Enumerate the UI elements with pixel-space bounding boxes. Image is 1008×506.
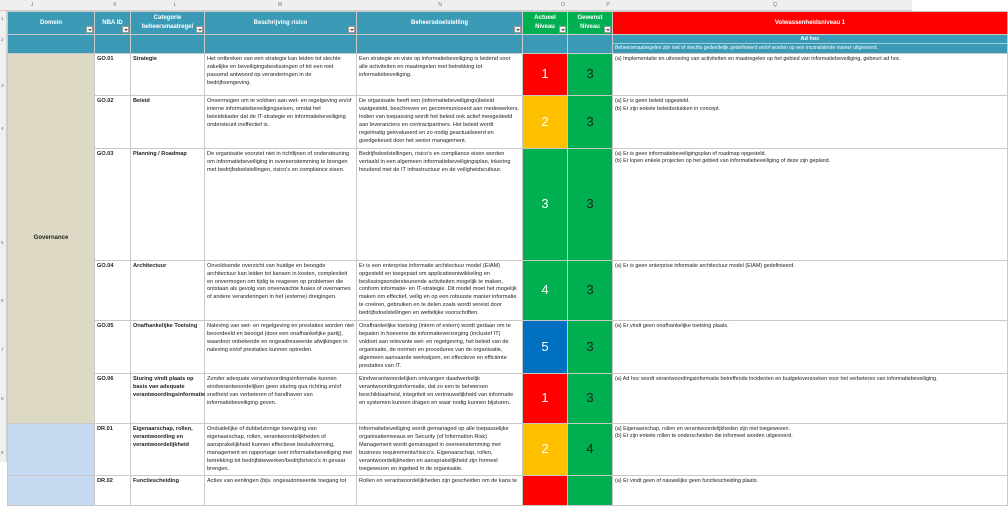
nba-id-cell[interactable] bbox=[95, 260, 131, 321]
table-row bbox=[8, 476, 1008, 506]
maturity-line: (a) Er vindt geen of nauwelijks geen functiescheiding plaats. bbox=[615, 478, 759, 485]
objective-cell[interactable] bbox=[357, 96, 523, 149]
category-cell[interactable] bbox=[131, 96, 205, 149]
maturity-line: (b) Er zijn enkele beleidsstukken in concept. bbox=[615, 105, 721, 112]
category-text: Strategie bbox=[133, 56, 157, 62]
desired-level-value: 3 bbox=[586, 390, 594, 406]
maturity-line: (a) Er vindt geen onafhankelijke toetsing plaats. bbox=[615, 323, 729, 330]
current-level-cell[interactable] bbox=[523, 476, 568, 506]
description-text: Acties van eenlingen (bijv. ongeautoriseerde toegang tot bbox=[207, 478, 347, 485]
description-text: Naleving van wet- en regelgeving en prestaties worden niet beoordeeld en beoogd (door een onafhankelijke partij), waardoor onbekende en ongeadresseerde afwijkingen in naleving en/of prestaties kunnen optreden. bbox=[207, 323, 354, 353]
category-text: Beleid bbox=[133, 98, 150, 104]
objective-cell[interactable] bbox=[357, 54, 523, 96]
column-letter[interactable]: M bbox=[277, 2, 283, 8]
header-desired-label: Gewenst Niveau bbox=[577, 15, 603, 30]
desired-level-value: 3 bbox=[586, 195, 594, 211]
maturity-cell[interactable] bbox=[613, 321, 1008, 374]
description-cell[interactable] bbox=[205, 260, 357, 321]
description-text: Onvermogen om te voldoen aan wet- en regelgeving en/of interne informatiebeveiligingseisen, omdat het beleidskader dat de IT-strategie en informatiebeveiliging ondersteunt ineffectief is. bbox=[207, 98, 352, 128]
desired-level-cell[interactable] bbox=[568, 423, 613, 476]
row-number[interactable]: 6 bbox=[1, 299, 4, 304]
row-number[interactable]: 4 bbox=[1, 127, 4, 132]
row-number[interactable]: 5 bbox=[1, 241, 4, 246]
row-number[interactable]: 8 bbox=[1, 397, 4, 402]
header-category-label: Categorie beheersmaatregel bbox=[141, 15, 194, 30]
row-number[interactable]: 2 bbox=[1, 38, 4, 43]
nba-id-cell[interactable] bbox=[95, 54, 131, 96]
maturity-line: (b) Er lopen enkele projecten op het gebied van informatiebeveiliging of deze zijn gepland. bbox=[615, 158, 831, 165]
filter-dropdown-icon[interactable] bbox=[514, 26, 521, 33]
description-text: Het ontbreken van een strategie kan leiden tot slechte zakelijke en beveiligingsbeslissingen of tot een niet passend antwoord op veranderingen in de bedrijfsomgeving. bbox=[207, 56, 341, 86]
subheader-cell[interactable] bbox=[523, 35, 568, 54]
current-level-cell[interactable] bbox=[523, 54, 568, 96]
category-text: Architectuur bbox=[133, 262, 167, 269]
subheader-cell[interactable] bbox=[8, 35, 95, 54]
current-level-cell[interactable] bbox=[523, 423, 568, 476]
column-letter[interactable]: J bbox=[30, 2, 34, 8]
header-category[interactable] bbox=[131, 12, 205, 35]
maturity-cell[interactable] bbox=[613, 148, 1008, 260]
table-row bbox=[8, 423, 1008, 476]
maturity-cell[interactable] bbox=[613, 476, 1008, 506]
current-level-cell[interactable] bbox=[523, 96, 568, 149]
category-text: Planning / Roadmap bbox=[133, 150, 187, 157]
nba-id-text: GO.06 bbox=[97, 375, 114, 382]
header-current-level[interactable] bbox=[523, 12, 568, 35]
category-cell[interactable] bbox=[131, 423, 205, 476]
maturity-cell[interactable] bbox=[613, 54, 1008, 96]
table-row bbox=[8, 148, 1008, 260]
column-header-bar bbox=[0, 0, 912, 11]
desired-level-cell[interactable] bbox=[568, 54, 613, 96]
row-number-gutter bbox=[0, 11, 7, 462]
maturity-line: (a) Eigenaarschap, rollen en verantwoordelijkheden zijn niet toegewezen. bbox=[615, 425, 791, 432]
header-current-label: Actueel Niveau bbox=[534, 15, 556, 30]
maturity-line: (a) Ad hoc wordt verantwoordingsinformatie betreffende incidenten en budgetoverzoeken voor het verbeteren van informatiebeveiliging. bbox=[615, 375, 938, 382]
objective-text: Informatiebeveiliging wordt gemanaged op alle toepasselijke organisatieniveaus en Security (of Information Risk) Management wordt gemanaged in overeenstemming met business requirements/risico's. Eigenaarschap, rollen, verantwoordelijkheden en aansprakelijkheid zijn formeel toegewezen en ingebed in de organisatie. bbox=[359, 425, 509, 472]
header-description[interactable] bbox=[205, 12, 357, 35]
nba-id-cell[interactable] bbox=[95, 476, 131, 506]
maturity-cell[interactable] bbox=[613, 373, 1008, 423]
adhoc-cell[interactable] bbox=[613, 35, 1008, 54]
maturity-line: (a) Implementatie en uitvoering van activiteiten en maatregelen op het gebied van informatiebeveiliging, gebeurt ad hoc. bbox=[615, 56, 901, 62]
description-text: Onvoldoende overzicht van huidige en beoogde architectuur kan leiden tot kansen in kosten, complexiteit en onvermogen om tijdig te reageren op problemen die ontstaan als gevolg van onverwachte fusies of overnames of andere veranderingen in het (externe) dreigingen. bbox=[207, 262, 351, 301]
description-cell[interactable] bbox=[205, 373, 357, 423]
objective-text: Rollen en verantwoordelijkheden zijn gescheiden om de kans te bbox=[359, 478, 517, 485]
filter-dropdown-icon[interactable] bbox=[122, 26, 129, 33]
column-letter[interactable]: K bbox=[113, 2, 117, 8]
objective-cell[interactable] bbox=[357, 148, 523, 260]
category-cell[interactable] bbox=[131, 54, 205, 96]
filter-dropdown-icon[interactable] bbox=[604, 26, 611, 33]
table-row bbox=[8, 260, 1008, 321]
current-level-cell[interactable] bbox=[523, 260, 568, 321]
table-body bbox=[8, 54, 1008, 506]
category-cell[interactable] bbox=[131, 148, 205, 260]
current-level-cell[interactable] bbox=[523, 373, 568, 423]
objective-cell[interactable] bbox=[357, 260, 523, 321]
desired-level-value: 3 bbox=[586, 338, 594, 354]
category-cell[interactable] bbox=[131, 260, 205, 321]
row-number[interactable]: 7 bbox=[1, 348, 4, 353]
desired-level-cell[interactable] bbox=[568, 321, 613, 374]
nba-id-text: DR.01 bbox=[97, 425, 113, 432]
subheader-cell[interactable] bbox=[205, 35, 357, 54]
column-letter[interactable]: P bbox=[606, 2, 610, 8]
desired-level-value: 3 bbox=[586, 113, 594, 129]
header-nba-id-label: NBA ID bbox=[102, 19, 123, 26]
category-text: Sturing vindt plaats op basis van adequate verantwoordingsinformatie bbox=[133, 375, 206, 398]
description-text: Onduidelijke of dubbelzinnige toewijzing van eigenaarschap, rollen, verantwoordelijkheden of aansprakelijkheid kunnen effectieve besluitvorming, management en rapportage over informatiebeveiliging met betrekking tot bedrijfsbewerken/bedrijfsrisico's in gevaar brengen. bbox=[207, 425, 352, 472]
description-cell[interactable] bbox=[205, 321, 357, 374]
adhoc-title: Ad hoc bbox=[613, 35, 1007, 44]
desired-level-cell[interactable] bbox=[568, 96, 613, 149]
desired-level-cell[interactable] bbox=[568, 476, 613, 506]
header-maturity-label: Volwassenheidsniveau 1 bbox=[774, 19, 846, 26]
filter-dropdown-icon[interactable] bbox=[559, 26, 566, 33]
desired-level-cell[interactable] bbox=[568, 148, 613, 260]
header-row bbox=[8, 12, 1008, 35]
current-level-value: 2 bbox=[541, 441, 549, 457]
header-objective[interactable] bbox=[357, 12, 523, 35]
current-level-value: 2 bbox=[541, 113, 549, 129]
header-maturity[interactable] bbox=[613, 12, 1008, 35]
desired-level-value: 3 bbox=[586, 66, 594, 82]
objective-text: Er is een enterprise informatie architectuur model (EIAM) opgesteld en toegepast om applicatieontwikkeling en beslissingsondersteunende activiteiten mogelijk te maken, conform informatie- en IT-strategie. Dit model moet het mogelijk maken om effectief, veilig en op een robuuste manier informatie te creëren, gebruiken en te delen zoals wordt vereist door bedrijfsdoelstellingen en wettelijke voorschriften. bbox=[359, 262, 517, 317]
description-cell[interactable] bbox=[205, 148, 357, 260]
maturity-cell[interactable] bbox=[613, 260, 1008, 321]
domain-cell[interactable] bbox=[8, 54, 95, 424]
row-number[interactable]: 9 bbox=[1, 451, 4, 456]
nba-id-cell[interactable] bbox=[95, 321, 131, 374]
header-nba-id[interactable] bbox=[95, 12, 131, 35]
column-letter[interactable]: O bbox=[561, 2, 565, 8]
subheader-cell[interactable] bbox=[568, 35, 613, 54]
subheader-cell[interactable] bbox=[357, 35, 523, 54]
header-domain[interactable] bbox=[8, 12, 95, 35]
objective-cell[interactable] bbox=[357, 321, 523, 374]
nba-id-text: GO.02 bbox=[97, 98, 114, 104]
objective-cell[interactable] bbox=[357, 373, 523, 423]
category-text: Onafhankelijke Toetsing bbox=[133, 323, 198, 330]
filter-dropdown-icon[interactable] bbox=[196, 26, 203, 33]
category-text: Functiescheiding bbox=[133, 478, 179, 485]
spreadsheet-grid bbox=[7, 11, 938, 485]
current-level-cell[interactable] bbox=[523, 321, 568, 374]
desired-level-value: 3 bbox=[586, 282, 594, 298]
maturity-line: (a) Er is geen informatiebeveiligingsplan of roadmap opgesteld. bbox=[615, 150, 767, 157]
nba-id-cell[interactable] bbox=[95, 423, 131, 476]
nba-id-text: GO.04 bbox=[97, 262, 114, 269]
objective-text: Eindverantwoordelijken ontvangen daadwerkelijk verantwoordingsinformatie, dat zo een te beheersen beschikbaarheid, integriteit en vertrouwelijkheid van informatie en systemen kunnen dragen en waar nodig kunnen bijsturen. bbox=[359, 375, 514, 406]
description-cell[interactable] bbox=[205, 423, 357, 476]
current-level-cell[interactable] bbox=[523, 148, 568, 260]
nba-id-cell[interactable] bbox=[95, 148, 131, 260]
nba-id-text: GO.03 bbox=[97, 150, 114, 157]
table-row bbox=[8, 96, 1008, 149]
maturity-line: (a) Er is geen enterprise informatie architectuur model (EIAM) gedefinieerd. bbox=[615, 262, 795, 269]
nba-id-text: GO.05 bbox=[97, 323, 114, 330]
table-row bbox=[8, 321, 1008, 374]
maturity-cell[interactable] bbox=[613, 423, 1008, 476]
objective-cell[interactable] bbox=[357, 476, 523, 506]
current-level-value: 5 bbox=[541, 338, 549, 354]
objective-cell[interactable] bbox=[357, 423, 523, 476]
nba-id-cell[interactable] bbox=[95, 373, 131, 423]
category-text: Eigenaarschap, rollen, verantwoording en verantwoordelijkheid bbox=[133, 425, 193, 448]
desired-level-cell[interactable] bbox=[568, 260, 613, 321]
adhoc-description: Beheersmaatregelen zijn niet of slechts gedeeltelijk gedefinieerd en/of worden op een inconsistente manier uitgevoerd. bbox=[615, 45, 878, 51]
row-number[interactable]: 1 bbox=[1, 17, 4, 22]
header-description-label: Beschrijving risico bbox=[253, 19, 308, 26]
category-cell[interactable] bbox=[131, 476, 205, 506]
description-text: Zonder adequate verantwoordingsinformatie kunnen eindverantwoordelijken geen sturing qua richting en/of snelheid van verbeteren of handhaven van informatiebeveiliging geven. bbox=[207, 375, 342, 406]
filter-dropdown-icon[interactable] bbox=[86, 26, 93, 33]
description-text: De organisatie voorziet niet in richtlijnen of ondersteuning om informatiebeveiliging in overeenstemming te brengen met bedrijfsdoelstellingen, risico's en compliance eisen. bbox=[207, 150, 350, 173]
objective-text: Bedrijfsdoelstellingen, risico's en compliance eisen worden vertaald in een algemeen informatiebeveiligingsplan, inkering houdend met de IT infrastructuur en de veiligheidscultuur. bbox=[359, 150, 511, 173]
header-objective-label: Beheersdoelstelling bbox=[410, 19, 469, 26]
nba-id-text: GO.01 bbox=[97, 56, 114, 62]
desired-level-cell[interactable] bbox=[568, 373, 613, 423]
description-cell[interactable] bbox=[205, 54, 357, 96]
current-level-value: 1 bbox=[541, 66, 549, 82]
subheader-cell[interactable] bbox=[95, 35, 131, 54]
header-desired-level[interactable] bbox=[568, 12, 613, 35]
description-cell[interactable] bbox=[205, 96, 357, 149]
nba-id-text: DR.02 bbox=[97, 478, 113, 485]
current-level-value: 1 bbox=[541, 390, 549, 406]
table-row bbox=[8, 373, 1008, 423]
description-cell[interactable] bbox=[205, 476, 357, 506]
row-number[interactable]: 3 bbox=[1, 84, 4, 89]
header-domain-label: Domein bbox=[39, 19, 62, 26]
column-letter[interactable]: Q bbox=[773, 2, 777, 8]
column-letter[interactable]: N bbox=[438, 2, 442, 8]
category-cell[interactable] bbox=[131, 321, 205, 374]
subheader-cell[interactable] bbox=[131, 35, 205, 54]
maturity-line: (b) Er zijn enkele rollen te onderscheiden die informeel worden uitgevoerd. bbox=[615, 433, 793, 440]
current-level-value: 4 bbox=[541, 282, 549, 298]
maturity-line: (a) Er is geen beleid opgesteld. bbox=[615, 98, 690, 104]
subheader-row bbox=[8, 35, 1008, 54]
objective-text: De organisatie heeft een (informatiebeveiligings)beleid vastgesteld, beschreven en gecommuniceerd aan medewerkers. Indien van toepassing wordt het beleid ook actief meegedeeld aan leveranciers en contractpartners. Het beleid wordt regelmatig geëvalueerd en zo nodig geactualiseerd en goedgekeurd door het senior management. bbox=[359, 98, 520, 144]
domain-cell[interactable] bbox=[8, 423, 95, 476]
risk-table bbox=[7, 11, 1008, 506]
domain-label: Governance bbox=[33, 235, 69, 242]
table-row bbox=[8, 54, 1008, 96]
objective-text: Onafhankelijke toetsing (intern of extern) wordt gedaan om te bepalen in hoeverre de informatieverzorging (inclusief IT) voldoet aan relevante wet- en regelgeving, het beleid van de organisatie, de normen en procedures van de organisatie, algemeen aanvaarde werkwijzen, en effectieve en efficiënte prestaties van IT. bbox=[359, 323, 511, 369]
current-level-value: 3 bbox=[541, 195, 549, 211]
objective-text: Een strategie en visie op informatiebeveiliging is leidend voor alle activiteiten en maatregelen met betrekking tot informatiebeveiliging. bbox=[359, 56, 511, 78]
maturity-cell[interactable] bbox=[613, 96, 1008, 149]
filter-dropdown-icon[interactable] bbox=[348, 26, 355, 33]
column-letter[interactable]: L bbox=[173, 2, 177, 8]
desired-level-value: 4 bbox=[586, 441, 594, 457]
domain-cell[interactable] bbox=[8, 476, 95, 506]
nba-id-cell[interactable] bbox=[95, 96, 131, 149]
category-cell[interactable] bbox=[131, 373, 205, 423]
